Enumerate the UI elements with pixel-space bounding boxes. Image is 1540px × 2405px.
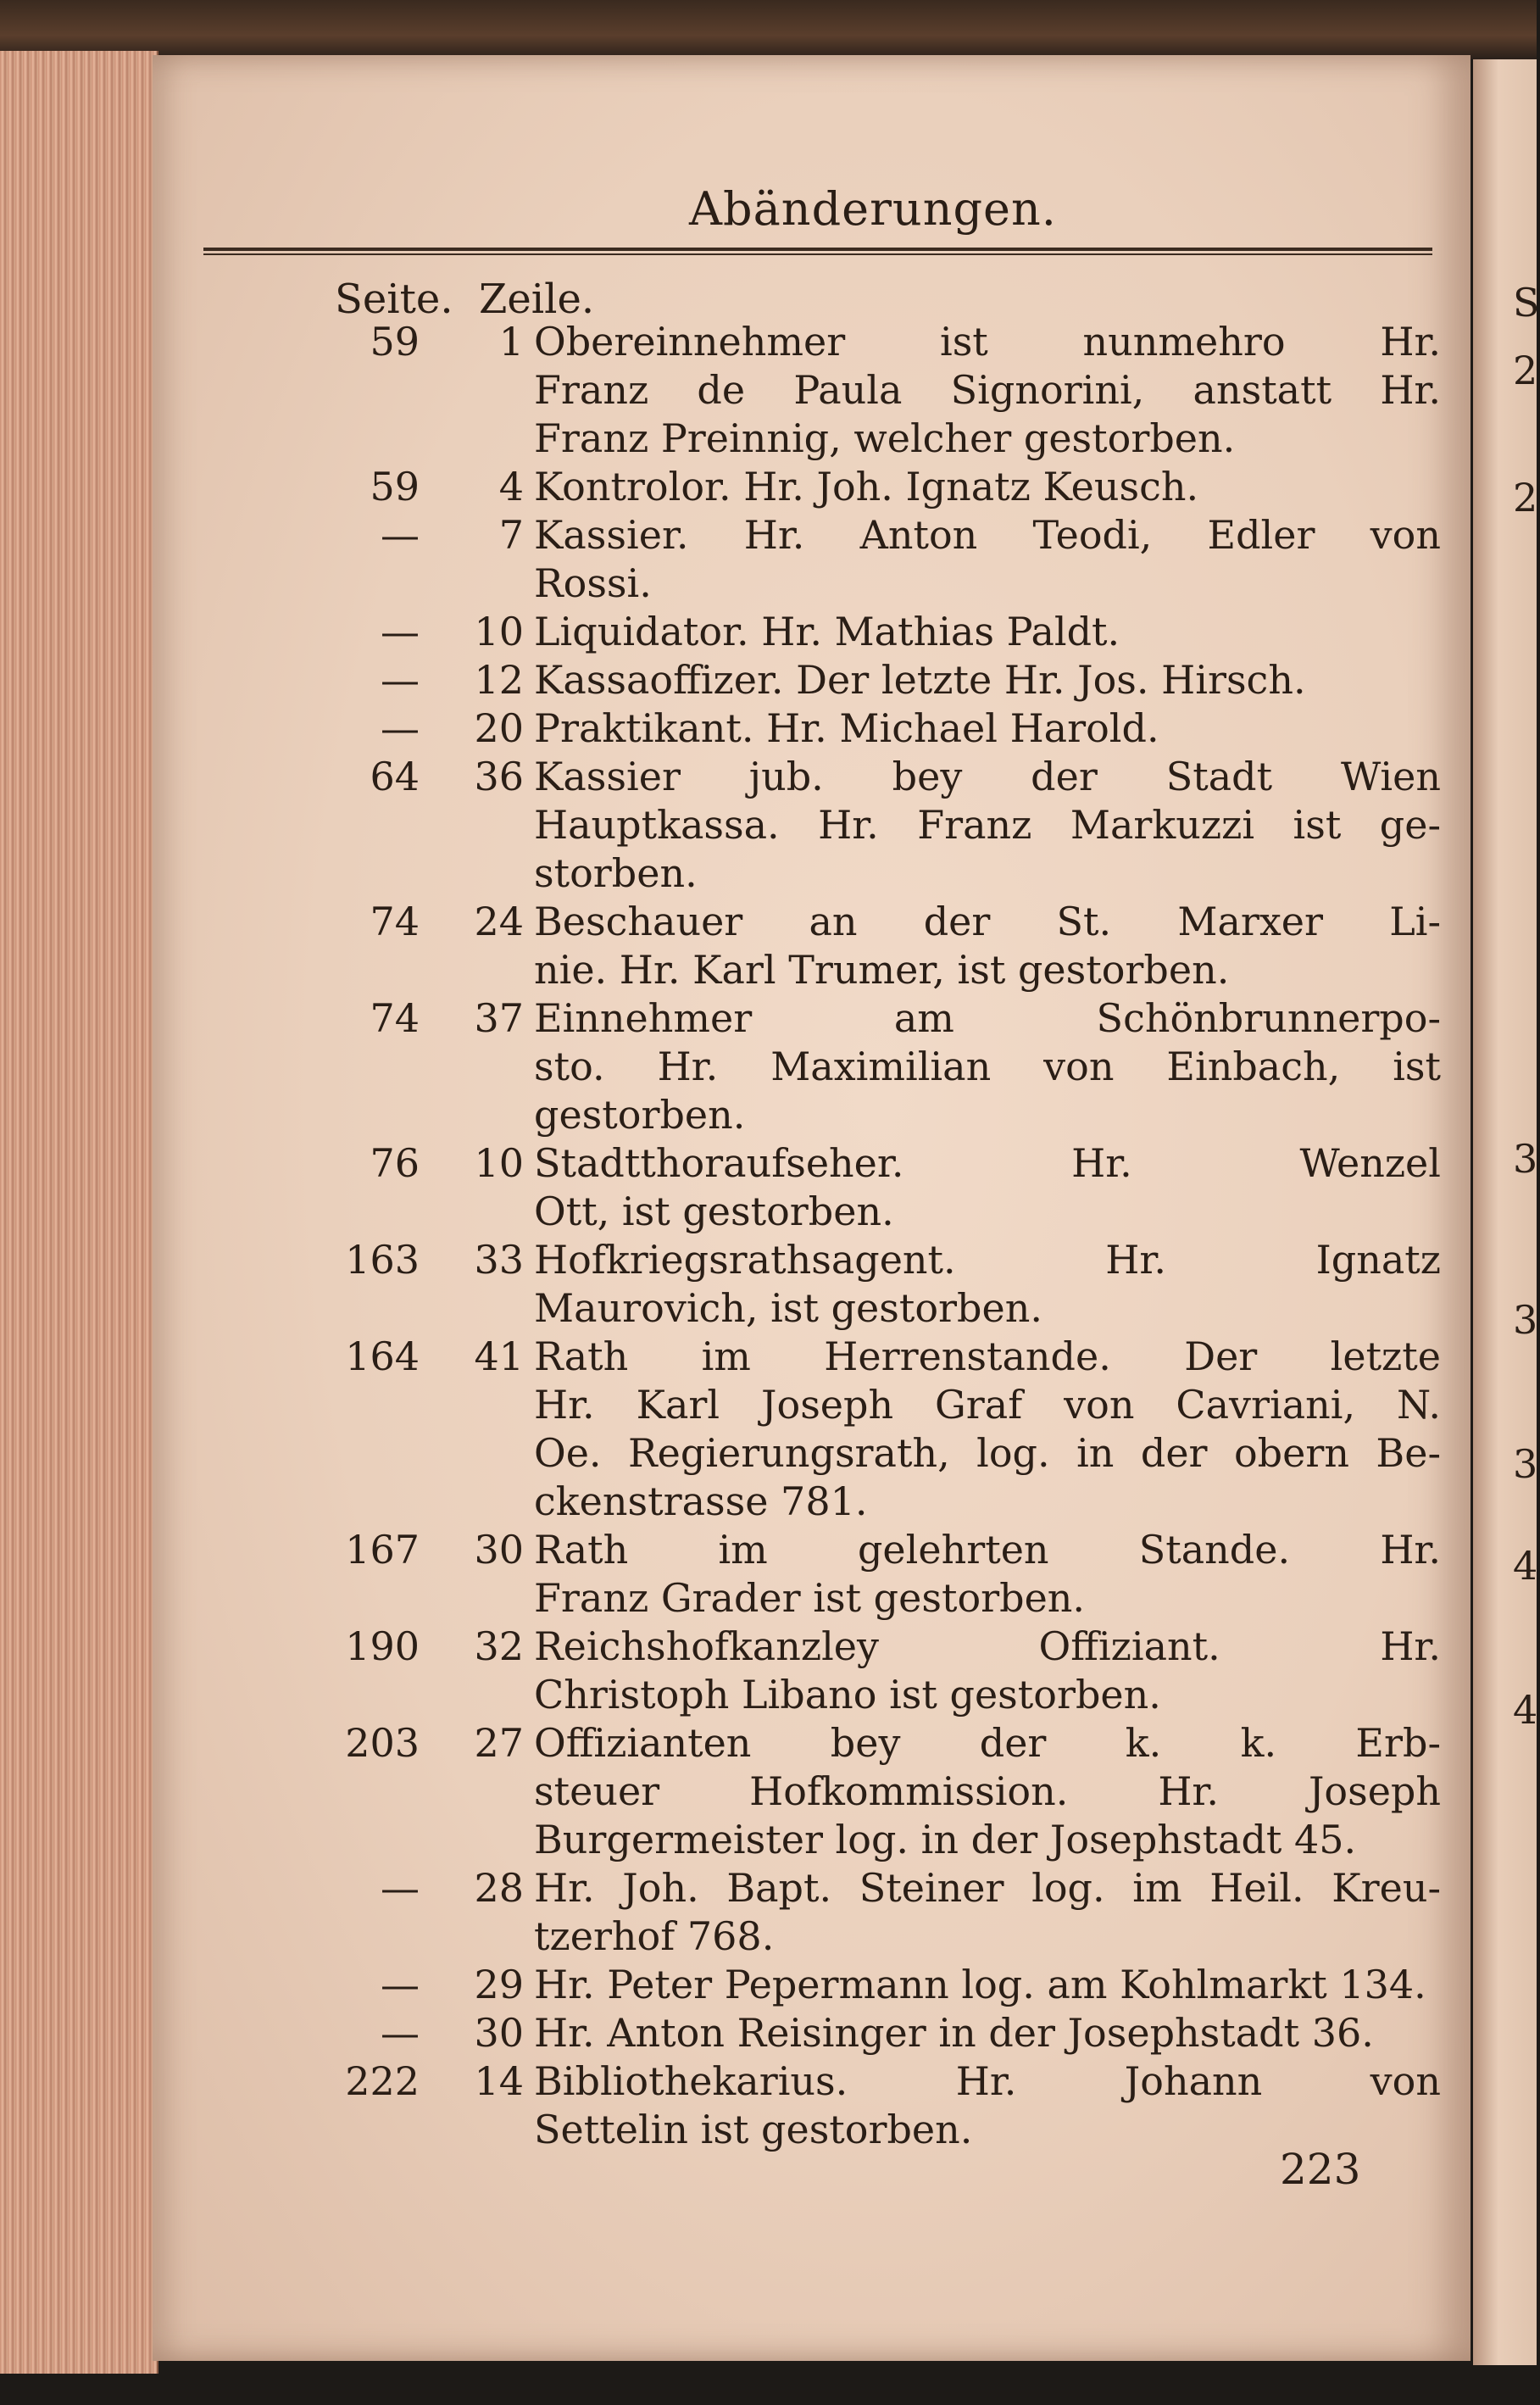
- entry-page-number: 203: [345, 1720, 420, 1766]
- facing-page-edge: [1473, 59, 1537, 2365]
- entry-text-line: Obereinnehmer ist nunmehro Hr.: [534, 319, 1441, 365]
- entry-line-number: 37: [474, 995, 524, 1041]
- correction-entry: [203, 753, 1441, 898]
- entry-text-line: Kontrolor. Hr. Joh. Ignatz Keusch.: [534, 464, 1199, 509]
- column-header-line: Zeile.: [479, 276, 595, 323]
- entry-text-line: Burgermeister log. in der Josephstadt 45.: [534, 1817, 1357, 1862]
- entry-text-line: Bibliothekarius. Hr. Johann von: [534, 2058, 1441, 2104]
- entry-text-line: Settelin ist gestorben.: [534, 2107, 973, 2152]
- correction-entry: [203, 994, 1441, 1139]
- entry-text-line: Rath im Herrenstande. Der letzte: [534, 1333, 1441, 1379]
- correction-entry: [203, 1236, 1441, 1333]
- page-edges: [0, 51, 158, 2374]
- entry-text-line: Liquidator. Hr. Mathias Paldt.: [534, 609, 1120, 654]
- correction-entry: [203, 2057, 1441, 2154]
- entry-line-number: 30: [474, 2010, 524, 2056]
- entry-page-number: 190: [345, 1623, 420, 1669]
- entry-text-line: Kassier jub. bey der Stadt Wien: [534, 754, 1441, 799]
- correction-entry: [203, 1623, 1441, 1719]
- entry-text-line: Kassier. Hr. Anton Teodi, Edler von: [534, 512, 1441, 558]
- book-cover-top: [0, 0, 1537, 59]
- entry-text-line: Franz Grader ist gestorben.: [534, 1575, 1086, 1621]
- entry-line-number: 33: [474, 1237, 524, 1283]
- entry-line-number: 28: [474, 1865, 524, 1911]
- entry-line-number: 12: [474, 657, 524, 703]
- entry-page-number: —: [381, 609, 420, 654]
- entry-text-line: Praktikant. Hr. Michael Harold.: [534, 705, 1159, 751]
- entry-page-number: —: [381, 1865, 420, 1911]
- entry-page-number: 163: [345, 1237, 420, 1283]
- entry-page-number: 74: [370, 995, 420, 1041]
- column-header-page: Seite.: [335, 276, 453, 323]
- entry-line-number: 41: [474, 1333, 524, 1379]
- correction-entry: [203, 2009, 1441, 2057]
- entry-page-number: —: [381, 512, 420, 558]
- correction-entry: [203, 704, 1441, 753]
- correction-entry: [203, 1864, 1441, 1961]
- entry-text-line: Hr. Peter Pepermann log. am Kohlmarkt 134.: [534, 1962, 1426, 2007]
- correction-entry: [203, 1526, 1441, 1623]
- entry-text-line: Franz de Paula Signorini, anstatt Hr.: [534, 367, 1441, 413]
- facing-page-fragment: 4: [1513, 1543, 1538, 1589]
- entry-text-line: sto. Hr. Maximilian von Einbach, ist: [534, 1044, 1441, 1089]
- entry-text-line: tzerhof 768.: [534, 1913, 775, 1959]
- entry-text-line: Offizianten bey der k. k. Erb-: [534, 1720, 1441, 1766]
- entry-text-line: Oe. Regierungsrath, log. in der obern Be-: [534, 1430, 1441, 1476]
- correction-entry: [203, 511, 1441, 608]
- entry-text-line: Beschauer an der St. Marxer Li-: [534, 899, 1441, 944]
- entry-page-number: 59: [370, 464, 420, 509]
- entry-line-number: 36: [474, 754, 524, 799]
- entry-page-number: 222: [345, 2058, 420, 2104]
- correction-entry: [203, 1719, 1441, 1864]
- page-title: Abänderungen.: [689, 182, 1057, 236]
- entry-text-line: nie. Hr. Karl Trumer, ist gestorben.: [534, 947, 1230, 993]
- entry-text-line: Hr. Anton Reisinger in der Josephstadt 36.: [534, 2010, 1374, 2056]
- entry-line-number: 27: [474, 1720, 524, 1766]
- correction-entry: [203, 318, 1441, 463]
- entry-page-number: 164: [345, 1333, 420, 1379]
- entry-text-line: Christoph Libano ist gestorben.: [534, 1672, 1161, 1717]
- facing-page-fragment: 2: [1513, 475, 1538, 521]
- correction-entry: [203, 1333, 1441, 1526]
- entry-page-number: —: [381, 705, 420, 751]
- entry-line-number: 32: [474, 1623, 524, 1669]
- entry-line-number: 1: [498, 319, 524, 365]
- entry-text-line: steuer Hofkommission. Hr. Joseph: [534, 1768, 1441, 1814]
- entry-text-line: gestorben.: [534, 1092, 746, 1138]
- entry-text-line: Hauptkassa. Hr. Franz Markuzzi ist ge-: [534, 802, 1441, 848]
- entry-text-line: Maurovich, ist gestorben.: [534, 1285, 1042, 1331]
- entry-line-number: 10: [474, 1140, 524, 1186]
- entry-text-line: ckenstrasse 781.: [534, 1478, 868, 1524]
- entry-text-line: Einnehmer am Schönbrunnerpo-: [534, 995, 1441, 1041]
- header-rule: [203, 248, 1432, 255]
- entry-page-number: 59: [370, 319, 420, 365]
- facing-page-fragment: 4: [1513, 1687, 1538, 1733]
- entry-text-line: storben.: [534, 850, 698, 896]
- entry-line-number: 20: [474, 705, 524, 751]
- correction-entry: [203, 608, 1441, 656]
- entry-line-number: 14: [474, 2058, 524, 2104]
- entry-page-number: 74: [370, 899, 420, 944]
- entry-page-number: —: [381, 657, 420, 703]
- entry-text-line: Hr. Karl Joseph Graf von Cavriani, N.: [534, 1382, 1441, 1428]
- entry-text-line: Rath im gelehrten Stande. Hr.: [534, 1527, 1441, 1573]
- corrections-list: [203, 318, 1441, 2154]
- page-number: 223: [1280, 2145, 1361, 2194]
- entry-text-line: Hofkriegsrathsagent. Hr. Ignatz: [534, 1237, 1441, 1283]
- entry-line-number: 10: [474, 609, 524, 654]
- entry-line-number: 4: [498, 464, 524, 509]
- entry-page-number: —: [381, 2010, 420, 2056]
- correction-entry: [203, 656, 1441, 704]
- facing-page-fragment: 3: [1513, 1441, 1538, 1487]
- entry-line-number: 30: [474, 1527, 524, 1573]
- entry-text-line: Kassaoffizer. Der letzte Hr. Jos. Hirsch.: [534, 657, 1306, 703]
- entry-text-line: Hr. Joh. Bapt. Steiner log. im Heil. Kreu-: [534, 1865, 1441, 1911]
- facing-page-fragment: 3: [1513, 1297, 1538, 1343]
- facing-page-fragment: 2: [1513, 348, 1538, 393]
- entry-text-line: Stadtthoraufseher. Hr. Wenzel: [534, 1140, 1441, 1186]
- entry-text-line: Rossi.: [534, 560, 652, 606]
- facing-page-fragment: S: [1513, 280, 1540, 326]
- correction-entry: [203, 1139, 1441, 1236]
- entry-line-number: 24: [474, 899, 524, 944]
- entry-text-line: Ott, ist gestorben.: [534, 1189, 894, 1234]
- entry-page-number: 64: [370, 754, 420, 799]
- entry-text-line: Franz Preinnig, welcher gestorben.: [534, 415, 1236, 461]
- entry-text-line: Reichshofkanzley Offiziant. Hr.: [534, 1623, 1441, 1669]
- entry-page-number: 167: [345, 1527, 420, 1573]
- entry-page-number: 76: [370, 1140, 420, 1186]
- entry-page-number: —: [381, 1962, 420, 2007]
- facing-page-fragment: 3: [1513, 1136, 1538, 1182]
- correction-entry: [203, 1961, 1441, 2009]
- correction-entry: [203, 898, 1441, 994]
- entry-line-number: 7: [498, 512, 524, 558]
- correction-entry: [203, 463, 1441, 511]
- entry-line-number: 29: [474, 1962, 524, 2007]
